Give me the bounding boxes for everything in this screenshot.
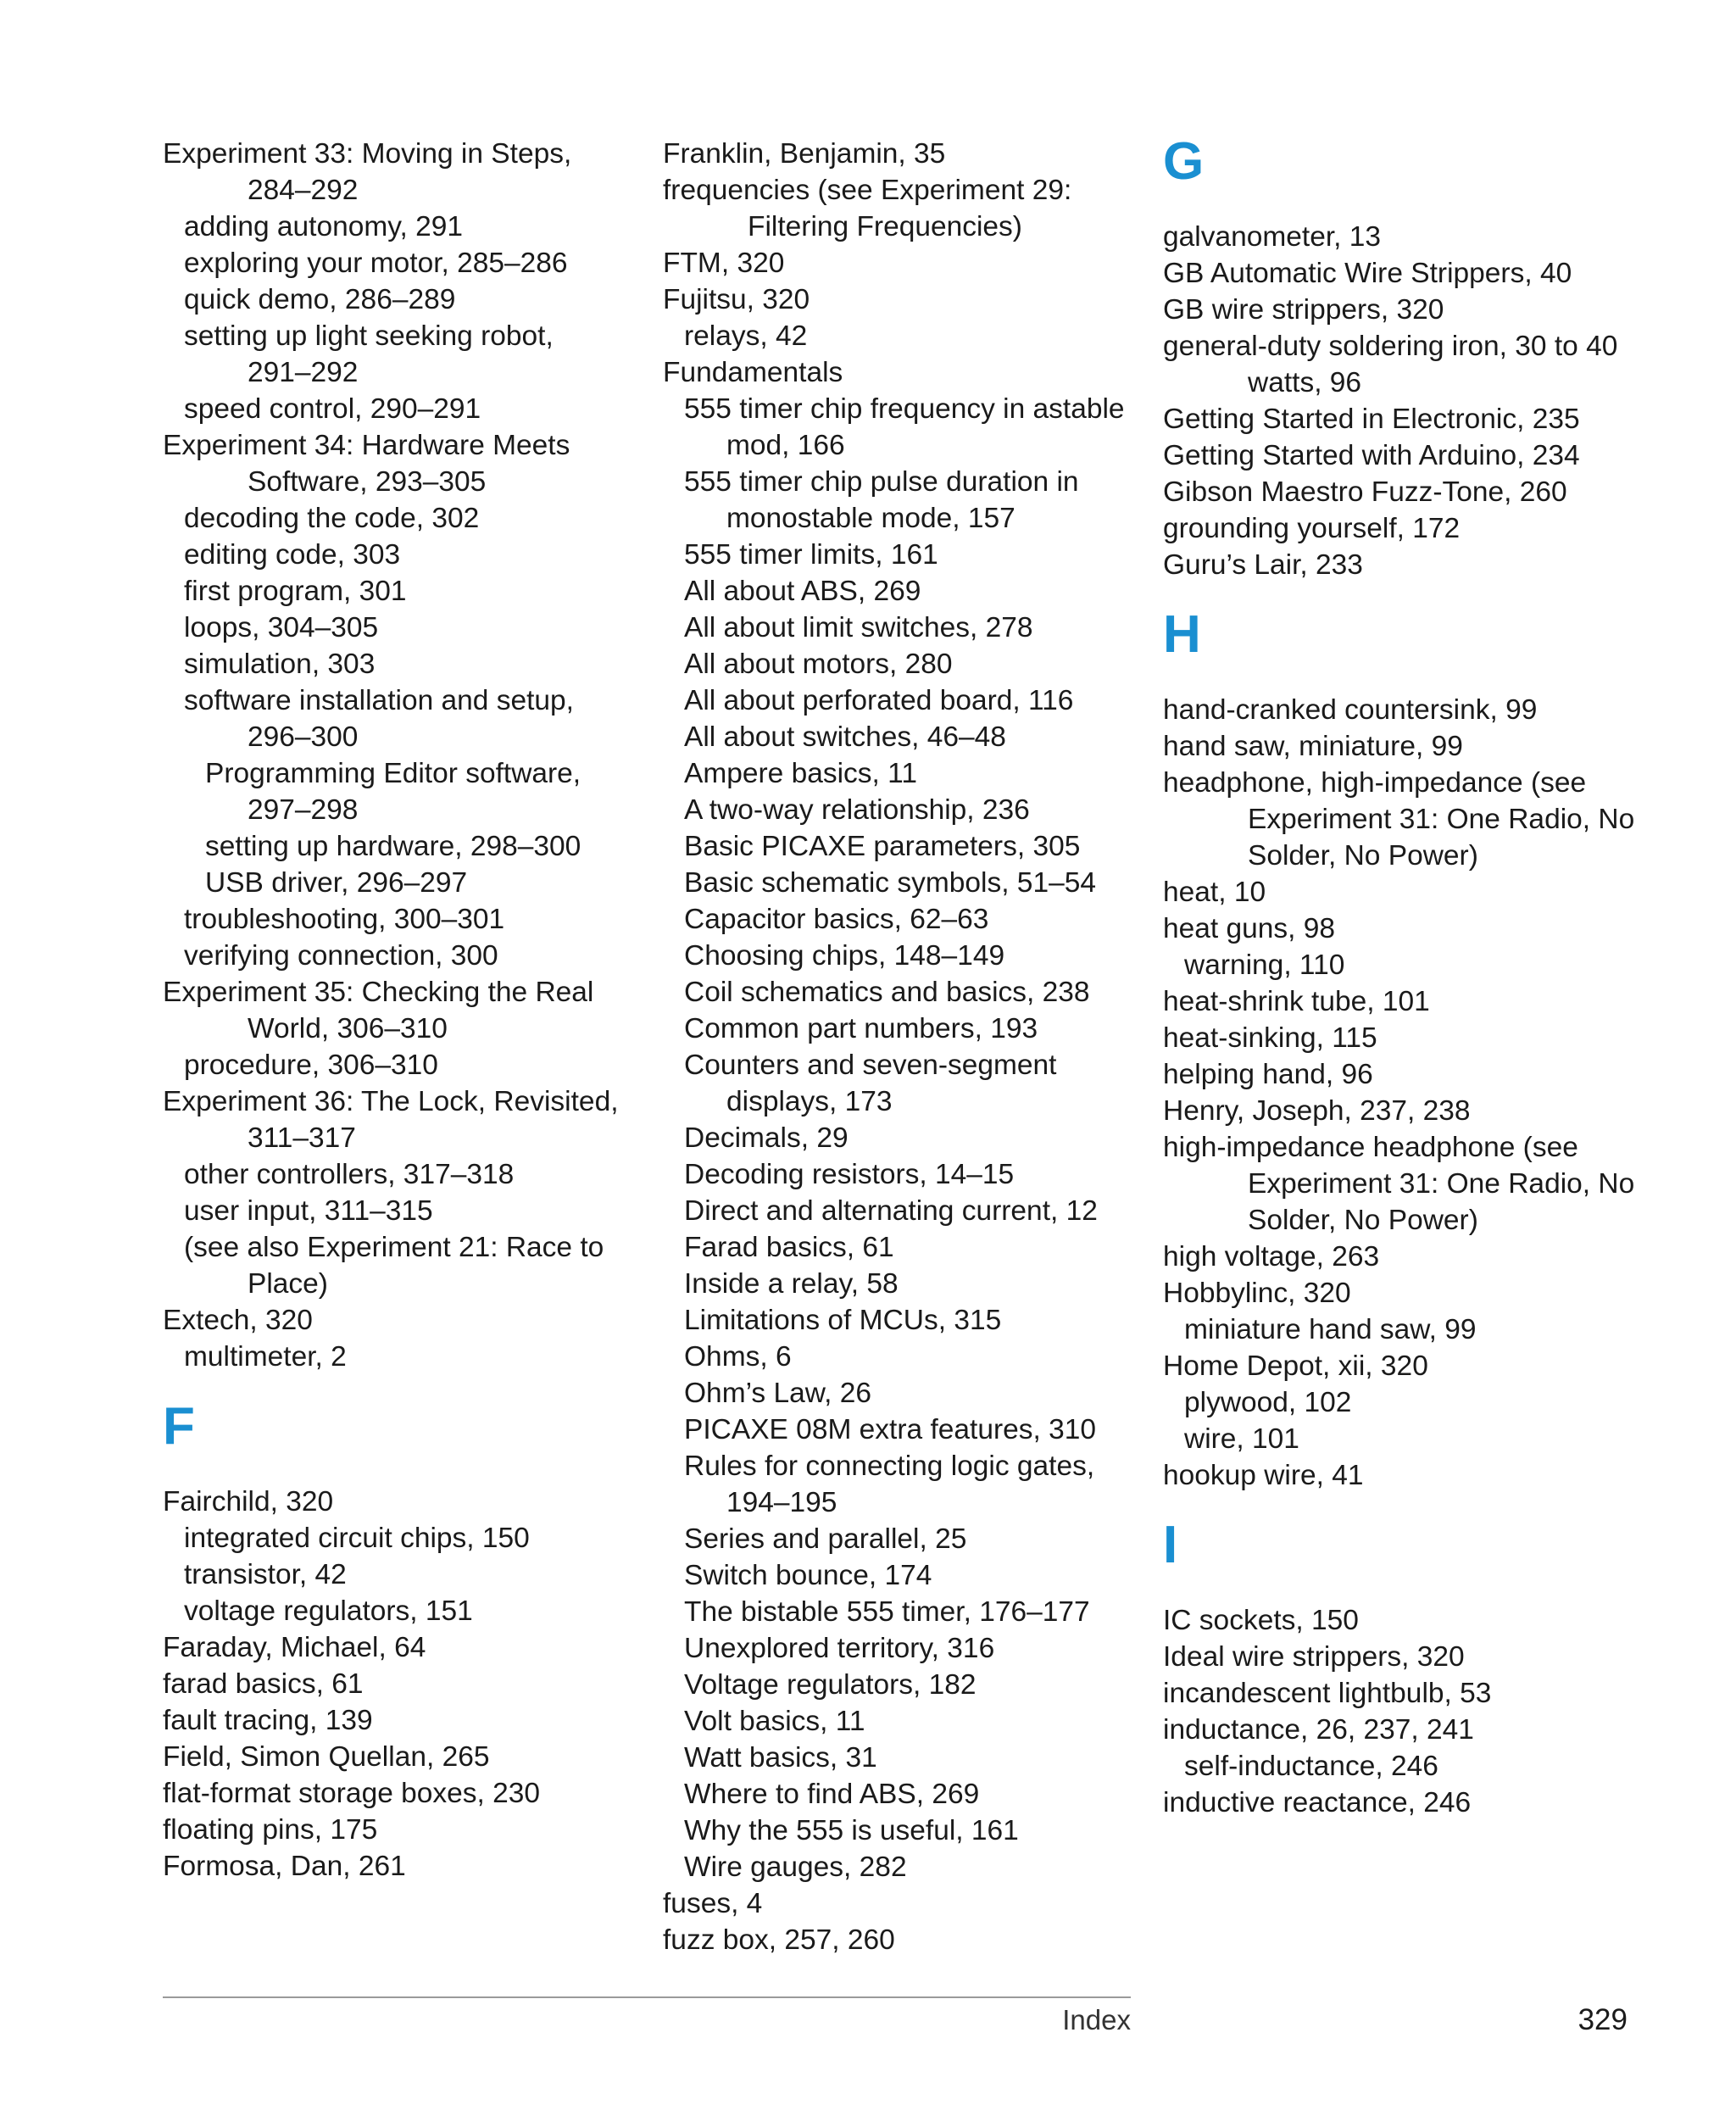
index-entry: helping hand, 96 — [1163, 1059, 1373, 1090]
section-spacer — [1163, 1494, 1638, 1519]
section-letter-i: I — [1163, 1516, 1178, 1574]
index-subentry: (see also Experiment 21: Race to — [184, 1232, 604, 1263]
index-entry: Hobbylinc, 320 — [1163, 1278, 1351, 1309]
index-entry: Faraday, Michael, 64 — [163, 1632, 426, 1663]
index-subentry: USB driver, 296–297 — [205, 867, 468, 899]
index-subentry: warning, 110 — [1184, 949, 1345, 981]
index-entry: Guru’s Lair, 233 — [1163, 549, 1363, 581]
index-column-1 — [163, 136, 620, 1885]
index-subentry: integrated circuit chips, 150 — [184, 1523, 530, 1554]
index-entry: Formosa, Dan, 261 — [163, 1851, 406, 1882]
index-subentry: adding autonomy, 291 — [184, 211, 464, 242]
index-entry: flat-format storage boxes, 230 — [163, 1778, 541, 1809]
index-entry: Experiment 34: Hardware Meets — [163, 430, 570, 461]
index-entry: heat guns, 98 — [1163, 913, 1336, 944]
index-subentry: relays, 42 — [684, 320, 808, 352]
index-entry: heat-sinking, 115 — [1163, 1022, 1377, 1054]
section-spacer — [1163, 1572, 1638, 1602]
index-entry: heat-shrink tube, 101 — [1163, 986, 1430, 1017]
index-entry: Field, Simon Quellan, 265 — [163, 1741, 490, 1773]
index-entry-continuation: Experiment 31: One Radio, No — [1248, 804, 1635, 835]
index-subentry: Wire gauges, 282 — [684, 1852, 907, 1883]
index-subentry: 555 timer chip pulse duration in — [684, 466, 1079, 498]
index-entry: Ideal wire strippers, 320 — [1163, 1641, 1465, 1673]
index-subentry: Decoding resistors, 14–15 — [684, 1159, 1015, 1190]
index-entry: Fundamentals — [663, 357, 843, 388]
index-subentry: Unexplored territory, 316 — [684, 1633, 995, 1664]
index-entry: incandescent lightbulb, 53 — [1163, 1678, 1492, 1709]
index-entry: Experiment 33: Moving in Steps, — [163, 138, 572, 170]
index-entry: frequencies (see Experiment 29: — [663, 175, 1072, 206]
index-subentry: voltage regulators, 151 — [184, 1595, 473, 1627]
section-letter-f: F — [163, 1397, 195, 1456]
index-entry: Extech, 320 — [163, 1305, 313, 1336]
section-spacer — [1163, 583, 1638, 609]
index-entry: general-duty soldering iron, 30 to 40 — [1163, 331, 1618, 362]
index-subentry: troubleshooting, 300–301 — [184, 904, 505, 935]
index-subentry: Voltage regulators, 182 — [684, 1669, 976, 1701]
index-subentry: first program, 301 — [184, 576, 407, 607]
index-subentry: Rules for connecting logic gates, — [684, 1451, 1095, 1482]
index-subentry: Counters and seven-segment — [684, 1050, 1057, 1081]
index-entry-continuation: 296–300 — [248, 721, 359, 753]
index-subentry: simulation, 303 — [184, 649, 376, 680]
footer-section-label: Index — [1062, 2004, 1131, 2035]
index-subentry: editing code, 303 — [184, 539, 401, 571]
index-entry: Henry, Joseph, 237, 238 — [1163, 1095, 1471, 1127]
index-subentry: All about ABS, 269 — [684, 576, 921, 607]
index-subentry: setting up hardware, 298–300 — [205, 831, 581, 862]
index-subentry: Programming Editor software, — [205, 758, 581, 789]
index-entry: Getting Started in Electronic, 235 — [1163, 404, 1580, 435]
index-entry: Franklin, Benjamin, 35 — [663, 138, 946, 170]
index-entry-continuation: 311–317 — [248, 1122, 356, 1154]
index-subentry: multimeter, 2 — [184, 1341, 347, 1373]
index-subentry: Coil schematics and basics, 238 — [684, 977, 1090, 1008]
index-subentry: plywood, 102 — [1184, 1387, 1352, 1418]
index-subentry: Common part numbers, 193 — [684, 1013, 1038, 1044]
index-subentry: Direct and alternating current, 12 — [684, 1195, 1098, 1227]
index-entry-continuation: Experiment 31: One Radio, No — [1248, 1168, 1635, 1200]
index-subentry: loops, 304–305 — [184, 612, 379, 643]
index-subentry: wire, 101 — [1184, 1423, 1299, 1455]
index-subentry: Farad basics, 61 — [684, 1232, 894, 1263]
index-entry: galvanometer, 13 — [1163, 221, 1382, 253]
section-letter-h: H — [1163, 605, 1201, 664]
index-subentry: Ampere basics, 11 — [684, 758, 917, 789]
index-subentry: All about switches, 46–48 — [684, 721, 1006, 753]
section-spacer — [163, 1453, 620, 1484]
index-entry: Home Depot, xii, 320 — [1163, 1350, 1428, 1382]
index-subentry: miniature hand saw, 99 — [1184, 1314, 1477, 1345]
index-subentry: Limitations of MCUs, 315 — [684, 1305, 1002, 1336]
index-entry: hand saw, miniature, 99 — [1163, 731, 1463, 762]
index-entry: grounding yourself, 172 — [1163, 513, 1461, 544]
index-subentry: Watt basics, 31 — [684, 1742, 877, 1774]
index-entry-continuation: mod, 166 — [726, 430, 845, 461]
index-entry: Experiment 35: Checking the Real — [163, 977, 594, 1008]
index-subentry: Capacitor basics, 62–63 — [684, 904, 989, 935]
index-entry-continuation: watts, 96 — [1248, 367, 1362, 398]
index-subentry: setting up light seeking robot, — [184, 320, 554, 352]
index-column-2 — [663, 136, 1138, 1958]
index-subentry: transistor, 42 — [184, 1559, 347, 1590]
index-subentry: Ohms, 6 — [684, 1341, 792, 1373]
index-entry: GB wire strippers, 320 — [1163, 294, 1444, 326]
index-entry: inductance, 26, 237, 241 — [1163, 1714, 1474, 1746]
index-subentry: decoding the code, 302 — [184, 503, 480, 534]
page-number: 329 — [1577, 2003, 1628, 2036]
index-entry-continuation: 297–298 — [248, 794, 359, 826]
index-subentry: speed control, 290–291 — [184, 393, 481, 425]
index-entry: GB Automatic Wire Strippers, 40 — [1163, 258, 1572, 289]
index-entry: inductive reactance, 246 — [1163, 1787, 1472, 1818]
index-subentry: Choosing chips, 148–149 — [684, 940, 1005, 972]
index-entry-continuation: 291–292 — [248, 357, 359, 388]
index-subentry: self-inductance, 246 — [1184, 1751, 1438, 1782]
index-subentry: Volt basics, 11 — [684, 1706, 865, 1737]
index-entry: Fairchild, 320 — [163, 1486, 334, 1517]
index-entry: floating pins, 175 — [163, 1814, 378, 1846]
section-spacer — [163, 1375, 620, 1400]
index-entry: high voltage, 263 — [1163, 1241, 1380, 1272]
section-spacer — [1163, 661, 1638, 692]
index-subentry: Series and parallel, 25 — [684, 1523, 967, 1555]
index-entry: Fujitsu, 320 — [663, 284, 810, 315]
index-entry-continuation: Solder, No Power) — [1248, 1205, 1478, 1236]
index-entry: headphone, high-impedance (see — [1163, 767, 1587, 799]
index-subentry: Decimals, 29 — [684, 1122, 849, 1154]
index-subentry: All about perforated board, 116 — [684, 685, 1074, 716]
index-subentry: Basic schematic symbols, 51–54 — [684, 867, 1096, 899]
index-subentry: 555 timer limits, 161 — [684, 539, 938, 571]
index-subentry: PICAXE 08M extra features, 310 — [684, 1414, 1096, 1445]
index-subentry: quick demo, 286–289 — [184, 284, 456, 315]
index-entry-continuation: Place) — [248, 1268, 328, 1300]
index-entry: heat, 10 — [1163, 877, 1266, 908]
index-entry: farad basics, 61 — [163, 1668, 364, 1700]
index-entry: Experiment 36: The Lock, Revisited, — [163, 1086, 619, 1117]
index-entry: hookup wire, 41 — [1163, 1460, 1364, 1491]
index-subentry: Inside a relay, 58 — [684, 1268, 899, 1300]
index-subentry: Ohm’s Law, 26 — [684, 1378, 871, 1409]
index-entry: Getting Started with Arduino, 234 — [1163, 440, 1580, 471]
section-letter-g: G — [1163, 132, 1205, 191]
index-column-3 — [1163, 132, 1638, 1821]
index-entry-continuation: World, 306–310 — [248, 1013, 448, 1044]
index-subentry: All about motors, 280 — [684, 649, 953, 680]
section-spacer — [1163, 188, 1638, 219]
index-entry-continuation: 284–292 — [248, 175, 359, 206]
index-subentry: user input, 311–315 — [184, 1195, 433, 1227]
index-subentry: All about limit switches, 278 — [684, 612, 1033, 643]
index-entry-continuation: monostable mode, 157 — [726, 503, 1015, 534]
index-subentry: A two-way relationship, 236 — [684, 794, 1030, 826]
index-subentry: procedure, 306–310 — [184, 1050, 438, 1081]
index-entry-continuation: 194–195 — [726, 1487, 837, 1518]
index-subentry: Why the 555 is useful, 161 — [684, 1815, 1019, 1846]
index-subentry: Switch bounce, 174 — [684, 1560, 932, 1591]
index-entry-continuation: Solder, No Power) — [1248, 840, 1478, 871]
index-entry: hand-cranked countersink, 99 — [1163, 694, 1538, 726]
index-subentry: The bistable 555 timer, 176–177 — [684, 1596, 1090, 1628]
index-entry: Gibson Maestro Fuzz-Tone, 260 — [1163, 476, 1567, 508]
index-subentry: software installation and setup, — [184, 685, 574, 716]
index-subentry: other controllers, 317–318 — [184, 1159, 515, 1190]
index-entry: fuzz box, 257, 260 — [663, 1924, 895, 1956]
index-entry: fault tracing, 139 — [163, 1705, 373, 1736]
index-subentry: Basic PICAXE parameters, 305 — [684, 831, 1081, 862]
index-entry: fuses, 4 — [663, 1888, 763, 1919]
index-entry: FTM, 320 — [663, 248, 785, 279]
index-entry-continuation: Filtering Frequencies) — [748, 211, 1022, 242]
index-subentry: Where to find ABS, 269 — [684, 1779, 980, 1810]
index-entry: IC sockets, 150 — [1163, 1605, 1359, 1636]
footer-rule — [163, 1996, 1131, 1998]
index-entry-continuation: displays, 173 — [726, 1086, 893, 1117]
index-entry: high-impedance headphone (see — [1163, 1132, 1578, 1163]
index-subentry: exploring your motor, 285–286 — [184, 248, 568, 279]
index-subentry: verifying connection, 300 — [184, 940, 498, 972]
index-entry-continuation: Software, 293–305 — [248, 466, 487, 498]
index-subentry: 555 timer chip frequency in astable — [684, 393, 1125, 425]
